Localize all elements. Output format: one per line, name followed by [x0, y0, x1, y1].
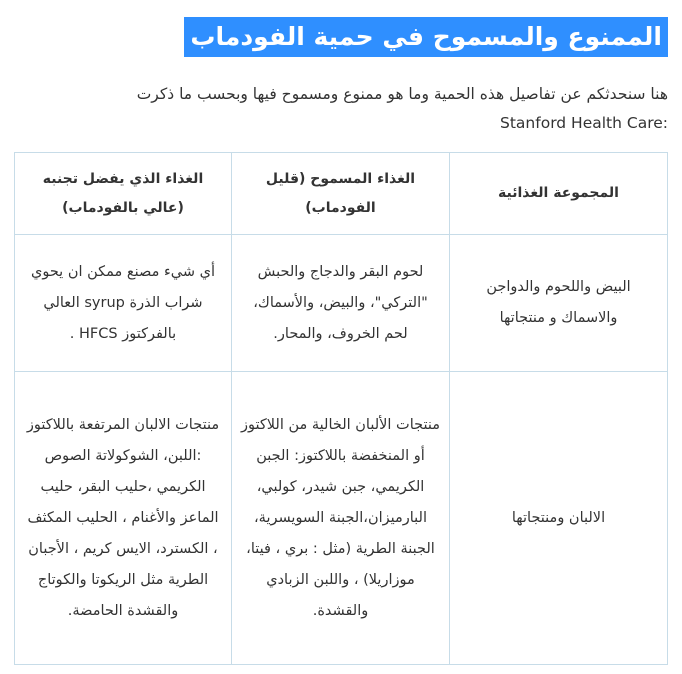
header-allowed-food: الغذاء المسموح (قليل الفودماب)	[232, 153, 450, 235]
header-food-group: المجموعة الغذائية	[450, 153, 668, 235]
cell-food-group: البيض واللحوم والدواجن والاسماك و منتجاتها	[450, 235, 668, 372]
cell-avoid-food: منتجات الالبان المرتفعة باللاكتوز :اللبن، الشوكولاتة الصوص الكريمي ،حليب البقر، حليب الماعز والأغنام ، الحليب المكثف ، الكسترد، الايس كريم ، الأجبان الطرية مثل الريكوتا والكوتاج والقشدة الحامضة.	[15, 372, 232, 665]
cell-allowed-food: لحوم البقر والدجاج والحبش "التركي"، والبيض، والأسماك، لحم الخروف، والمحار.	[232, 235, 450, 372]
cell-avoid-food: أي شيء مصنع ممكن ان يحوي شراب الذرة syrup العالي بالفركتوز HFCS .	[15, 235, 232, 372]
table-row	[15, 235, 668, 372]
table-row	[15, 372, 668, 665]
food-table	[14, 152, 668, 665]
article-title: الممنوع والمسموح في حمية الفودماب	[184, 17, 668, 57]
header-avoid-food: الغذاء الذي يفضل تجنبه (عالي بالفودماب)	[15, 153, 232, 235]
table-header-row	[15, 153, 668, 235]
intro-line-1: هنا سنحدثكم عن تفاصيل هذه الحمية وما هو ممنوع ومسموح فيها وبحسب ما ذكرت	[136, 85, 668, 103]
cell-allowed-food: منتجات الألبان الخالية من اللاكتوز أو المنخفضة باللاكتوز: الجبن الكريمي، جبن شيدر، كولبي، البارميزان،الجبنة السويسرية، الجبنة الطرية (مثل : بري ، فيتا، موزاريلا) ، واللبن الزبادي والقشدة.	[232, 372, 450, 665]
cell-food-group: الالبان ومنتجاتها	[450, 372, 668, 665]
title-wrap	[184, 17, 668, 57]
article-intro	[12, 80, 668, 138]
intro-line-2: Stanford Health Care:	[500, 114, 668, 132]
